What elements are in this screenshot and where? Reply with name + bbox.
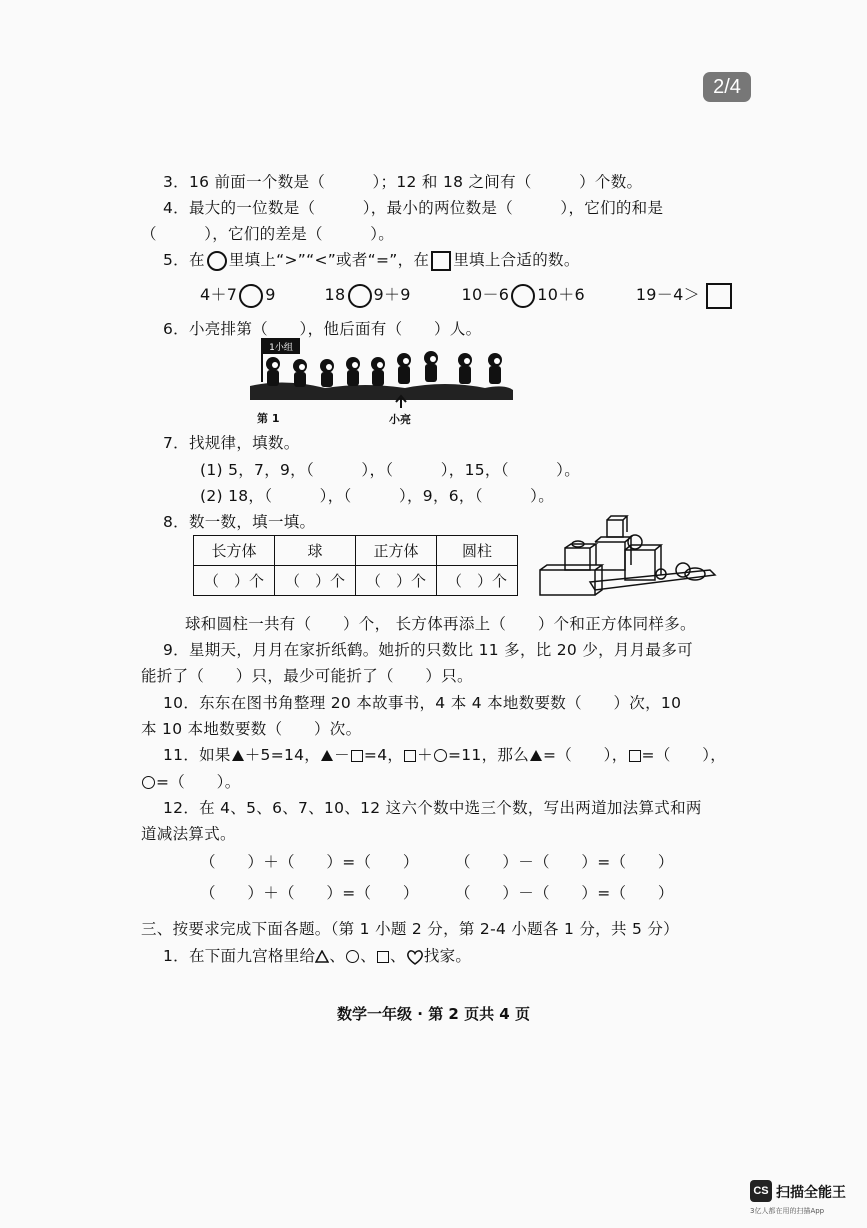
answer-cell[interactable]: （ ）个 — [194, 566, 275, 596]
compare-circle-1 — [239, 284, 263, 308]
answer-cell[interactable]: （ ）个 — [437, 566, 518, 596]
question-9-line2: 能折了（ ）只，最少可能折了（ ）只。 — [141, 667, 473, 685]
question-5: 5．在 里填上“>”“<”或者“=”，在 里填上合适的数。 — [163, 251, 580, 269]
triangle-outline-icon — [315, 950, 329, 963]
count-table — [193, 535, 518, 596]
question-10-line2: 本 10 本地数要数（ ）次。 — [141, 720, 362, 738]
compare-circle-3 — [511, 284, 535, 308]
question-12-line2: 道减法算式。 — [141, 825, 236, 843]
question-7: 7．找规律，填数。 — [163, 434, 300, 452]
children-queue-illustration — [245, 338, 520, 428]
circle-icon — [346, 950, 359, 963]
circle-blank-icon — [207, 251, 227, 271]
question-8-fill: 球和圆柱一共有（ ）个， 长方体再添上（ ）个和正方体同样多。 — [185, 615, 696, 633]
page-indicator: 2/4 — [703, 72, 751, 102]
question-4-line2: （ ），它们的差是（ ）。 — [141, 225, 395, 243]
triangle-icon — [232, 750, 244, 761]
header-cylinder: 圆柱 — [437, 536, 518, 566]
triangle-icon — [321, 750, 333, 761]
header-cube: 正方体 — [356, 536, 437, 566]
question-7-part1: (1) 5，7，9，（ ），（ ），15，（ ）。 — [200, 461, 580, 479]
question-7-part2: (2) 18，（ ），（ ），9，6，（ ）。 — [200, 487, 555, 505]
camscanner-logo: CS — [750, 1180, 772, 1202]
question-8: 8．数一数，填一填。 — [163, 513, 316, 531]
watermark-name: 扫描全能王 — [776, 1185, 846, 1201]
addition-template-2[interactable]: （ ）＋（ ）=（ ） — [200, 884, 419, 902]
triangle-icon — [530, 750, 542, 761]
circle-icon — [142, 776, 155, 789]
watermark-tagline: 3亿人都在用的扫描App — [750, 1207, 825, 1215]
circle-icon — [434, 749, 447, 762]
question-11: 11．如果 ＋5=14， － =4， ＋ =11，那么 =（ ）， =（ ）， — [163, 746, 727, 764]
square-icon — [629, 750, 641, 762]
answer-cell[interactable]: （ ）个 — [275, 566, 356, 596]
question-11-line2: =（ ）。 — [141, 770, 241, 792]
table-header-row — [194, 536, 518, 566]
question-5-expressions: 4＋7 9 18 9＋9 10－6 10＋6 19－4＞ — [200, 282, 732, 309]
answer-cell[interactable]: （ ）个 — [356, 566, 437, 596]
table-answer-row — [194, 566, 518, 596]
square-blank-icon — [431, 251, 451, 271]
question-10-line1: 10．东东在图书角整理 20 本故事书，4 本 4 本地数要数（ ）次，10 — [163, 694, 682, 712]
page-footer: 数学一年级 · 第 2 页共 4 页 — [337, 1005, 530, 1023]
subtraction-template-1[interactable]: （ ）－（ ）=（ ） — [455, 853, 674, 871]
section-3-question-1: 1．在下面九宫格里给 、 、 、 找家。 — [163, 947, 472, 965]
question-6: 6．小亮排第（ ），他后面有（ ）人。 — [163, 320, 482, 338]
svg-text:1小组: 1小组 — [269, 343, 293, 353]
header-sphere: 球 — [275, 536, 356, 566]
question-4-line1: 4．最大的一位数是（ ），最小的两位数是（ ），它们的和是 — [163, 199, 664, 217]
xiaoliang-label: 小亮 — [389, 413, 411, 426]
solids-illustration — [535, 510, 720, 600]
subtraction-template-2[interactable]: （ ）－（ ）=（ ） — [455, 884, 674, 902]
question-3: 3．16 前面一个数是（ ）；12 和 18 之间有（ ）个数。 — [163, 173, 643, 191]
heart-icon — [406, 949, 424, 965]
section-3-heading: 三、按要求完成下面各题。（第 1 小题 2 分，第 2-4 小题各 1 分，共 5 分） — [141, 920, 679, 938]
question-9-line1: 9．星期天，月月在家折纸鹤。她折的只数比 11 多，比 20 少，月月最多可 — [163, 641, 693, 659]
square-icon — [377, 951, 389, 963]
square-icon — [351, 750, 363, 762]
answer-square — [706, 283, 732, 309]
header-cuboid: 长方体 — [194, 536, 275, 566]
question-12-line1: 12．在 4、5、6、7、10、12 这六个数中选三个数，写出两道加法算式和两 — [163, 799, 702, 817]
addition-template-1[interactable]: （ ）＋（ ）=（ ） — [200, 853, 419, 871]
compare-circle-2 — [348, 284, 372, 308]
first-label: 第 1 — [257, 412, 280, 425]
square-icon — [404, 750, 416, 762]
